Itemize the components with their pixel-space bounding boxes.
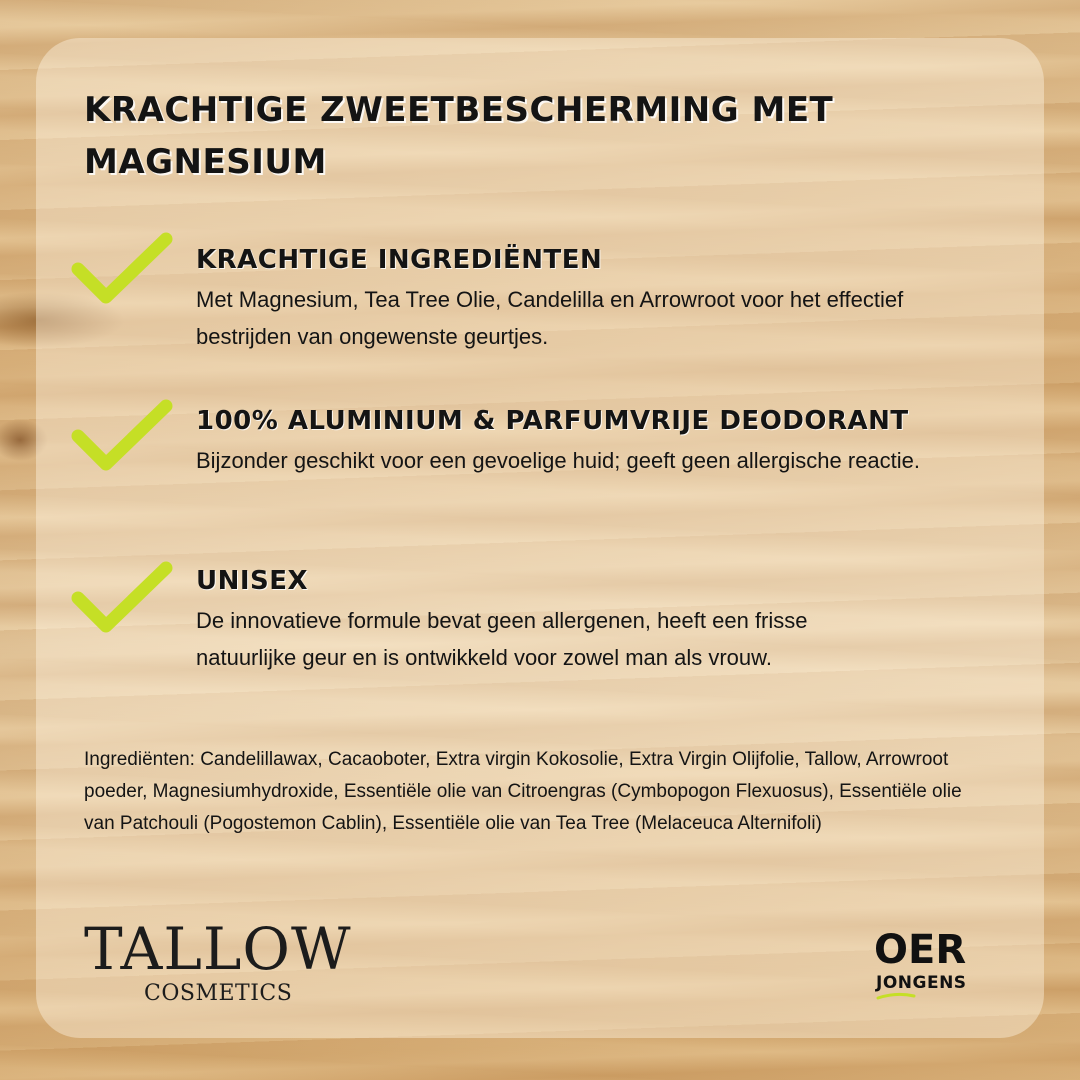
- page-heading: KRACHTIGE ZWEETBESCHERMING MET MAGNESIUM: [84, 90, 834, 182]
- feature-title: 100% ALUMINIUM & PARFUMVRIJE DEODORANT: [196, 406, 909, 436]
- swoosh-icon: [876, 990, 916, 1002]
- feature-description: Bijzonder geschikt voor een gevoelige huid; geeft geen allergische reactie.: [196, 448, 921, 473]
- oer-jongens-logo: [872, 928, 1012, 1008]
- logo-sub-text: COSMETICS: [144, 981, 293, 1006]
- content-panel: [36, 38, 1044, 1038]
- tallow-cosmetics-logo: [84, 915, 374, 1018]
- logo-main-text: TALLOW: [84, 915, 352, 983]
- ingredients-list: Ingrediënten: Candelillawax, Cacaoboter, Extra virgin Kokosolie, Extra Virgin Olijfolie, Tallow, Arrowroot poeder, Magnesiumhydroxide, Essentiële olie van Citroengras (Cymbopogon Flexuosus), Essentiële olie van Patchouli (Pogostemon Cablin), Essentiële olie van Tea Tree (Melaceuca Alternifoli): [84, 749, 962, 834]
- feature-description: De innovatieve formule bevat geen allergenen, heeft een frisse natuurlijke geur en is ontwikkeld voor zowel man als vrouw.: [196, 608, 808, 670]
- check-icon: [66, 229, 176, 315]
- check-icon: [66, 396, 176, 482]
- check-icon: [66, 558, 176, 644]
- logo-top-text: OER: [874, 927, 967, 973]
- feature-title: KRACHTIGE INGREDIËNTEN: [196, 245, 603, 275]
- logo-bottom-text: JONGENS: [876, 973, 967, 993]
- feature-title: UNISEX: [196, 566, 309, 596]
- feature-description: Met Magnesium, Tea Tree Olie, Candelilla en Arrowroot voor het effectief bestrijden van ongewenste geurtjes.: [196, 287, 904, 349]
